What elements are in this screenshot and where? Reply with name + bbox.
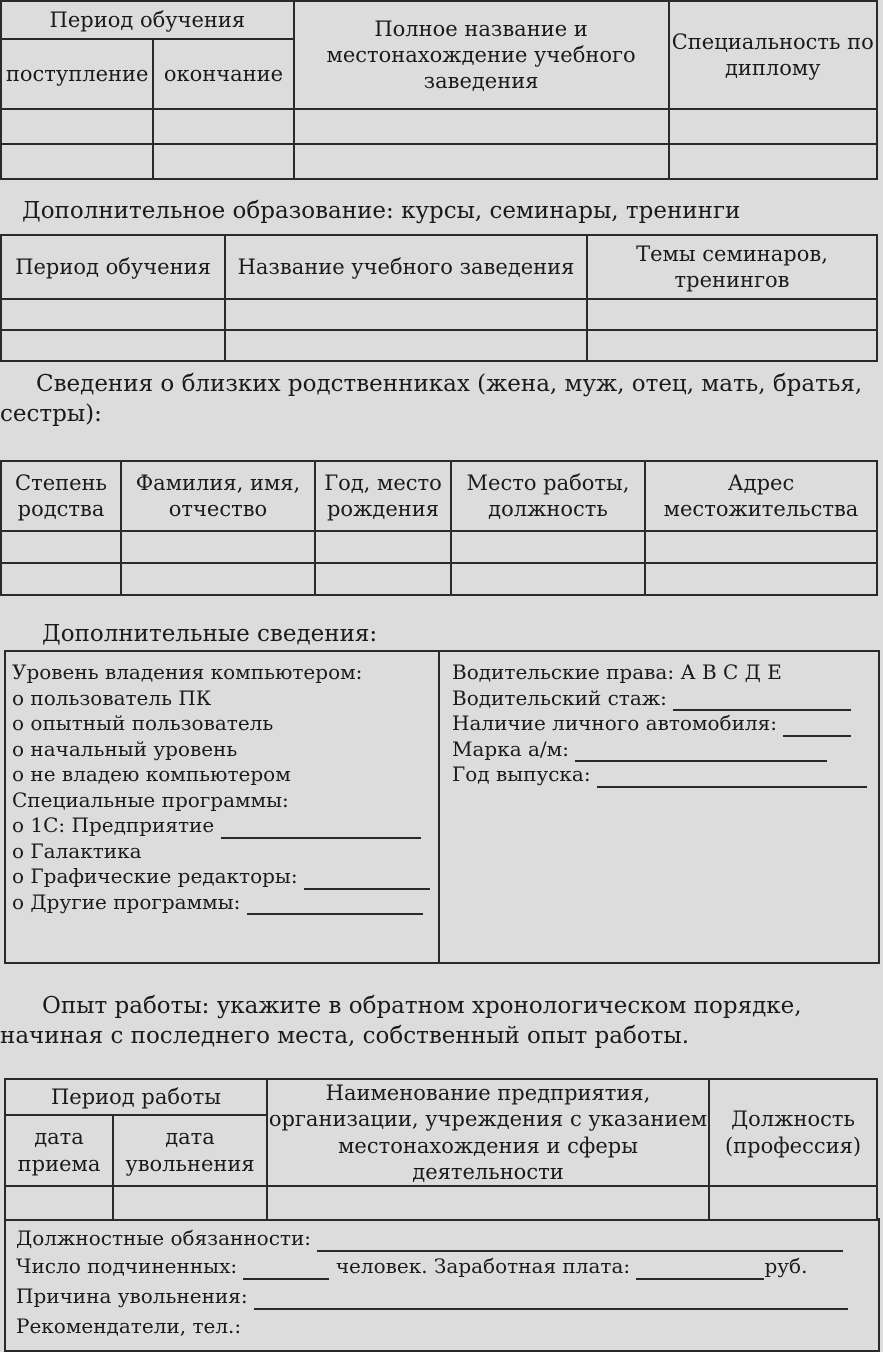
table-row	[1, 563, 877, 595]
additional-education-table	[0, 234, 878, 362]
relatives-col-work: Место работы, должность	[451, 461, 645, 531]
table-row	[1, 531, 877, 563]
additional-period-header: Период обучения	[1, 235, 225, 299]
extra-left-column	[12, 660, 430, 915]
option-graphic-editors[interactable]: о Графические редакторы:	[12, 864, 298, 888]
work-table	[4, 1078, 878, 1221]
driving-experience-label: Водительский стаж:	[452, 685, 667, 710]
salary-label: человек. Заработная плата:	[335, 1254, 631, 1278]
extra-box	[4, 650, 880, 964]
work-period-header: Период работы	[5, 1079, 267, 1115]
work-organization-header: Наименование предприятия, организации, учреждения с указанием местонахождения и сферы деятельности	[267, 1079, 709, 1186]
option-pc-user[interactable]: о пользователь ПК	[12, 685, 212, 710]
relatives-title: Сведения о близких родственниках (жена, муж, отец, мать, братья, сестры):	[0, 371, 863, 427]
education-institution-header: Полное название и местонахождение учебного заведения	[294, 1, 669, 109]
reason-field[interactable]	[254, 1308, 848, 1310]
option-galaktika[interactable]: о Галактика	[12, 838, 142, 863]
field-other-programs[interactable]	[247, 913, 423, 915]
option-no-computer[interactable]: о не владею компьютером	[12, 762, 291, 786]
table-row	[1, 299, 877, 330]
additional-education-title: Дополнительное образование: курсы, семинары, тренинги	[22, 198, 741, 224]
education-admission-header: поступление	[1, 39, 153, 109]
references-label: Рекомендатели, тел.:	[16, 1314, 242, 1338]
work-dismissal-header: дата увольнения	[113, 1115, 267, 1186]
extra-right-column	[452, 660, 872, 788]
car-year-field[interactable]	[597, 786, 867, 788]
own-car-label: Наличие личного автомобиля:	[452, 711, 777, 735]
field-1c[interactable]	[221, 837, 421, 839]
currency-label: руб.	[764, 1254, 808, 1278]
work-title: Опыт работы: укажите в обратном хронологическом порядке, начиная с последнего места, собственный опыт работы.	[0, 993, 802, 1049]
duties-field[interactable]	[317, 1250, 843, 1252]
relatives-table	[0, 460, 878, 596]
table-row	[5, 1186, 877, 1220]
education-graduation-header: окончание	[153, 39, 293, 109]
option-1c[interactable]: о 1С: Предприятие	[12, 813, 215, 837]
special-programs-label: Специальные программы:	[12, 787, 289, 812]
reason-label: Причина увольнения:	[16, 1284, 248, 1308]
table-row	[1, 330, 877, 361]
education-specialty-header: Специальность по диплому	[669, 1, 878, 109]
option-other-programs[interactable]: о Другие программы:	[12, 889, 241, 914]
computer-level-label: Уровень владения компьютером:	[12, 660, 363, 684]
extra-title: Дополнительные сведения:	[42, 621, 378, 647]
extra-divider	[438, 652, 440, 962]
relatives-col-address: Адрес местожительства	[645, 461, 877, 531]
relatives-col-degree: Степень родства	[1, 461, 121, 531]
subordinates-label: Число подчиненных:	[16, 1254, 238, 1278]
additional-topics-header: Темы семинаров, тренингов	[587, 235, 877, 299]
option-beginner[interactable]: о начальный уровень	[12, 736, 238, 761]
table-row	[1, 109, 877, 144]
work-details-box	[4, 1218, 880, 1352]
additional-institution-header: Название учебного заведения	[225, 235, 587, 299]
car-brand-label: Марка а/м:	[452, 736, 569, 761]
duties-label: Должностные обязанности:	[16, 1226, 312, 1250]
subordinates-field[interactable]	[243, 1278, 329, 1280]
relatives-col-birth: Год, место рождения	[315, 461, 451, 531]
work-position-header: Должность (профессия)	[709, 1079, 877, 1186]
table-row	[1, 144, 877, 179]
work-hire-header: дата приема	[5, 1115, 113, 1186]
car-year-label: Год выпуска:	[452, 762, 591, 786]
relatives-col-name: Фамилия, имя, отчество	[121, 461, 315, 531]
driver-license[interactable]: Водительские права: А В С Д Е	[452, 660, 782, 684]
education-period-header: Период обучения	[1, 1, 294, 39]
salary-field[interactable]	[636, 1278, 764, 1280]
education-table	[0, 0, 878, 180]
option-experienced-user[interactable]: о опытный пользователь	[12, 711, 274, 735]
